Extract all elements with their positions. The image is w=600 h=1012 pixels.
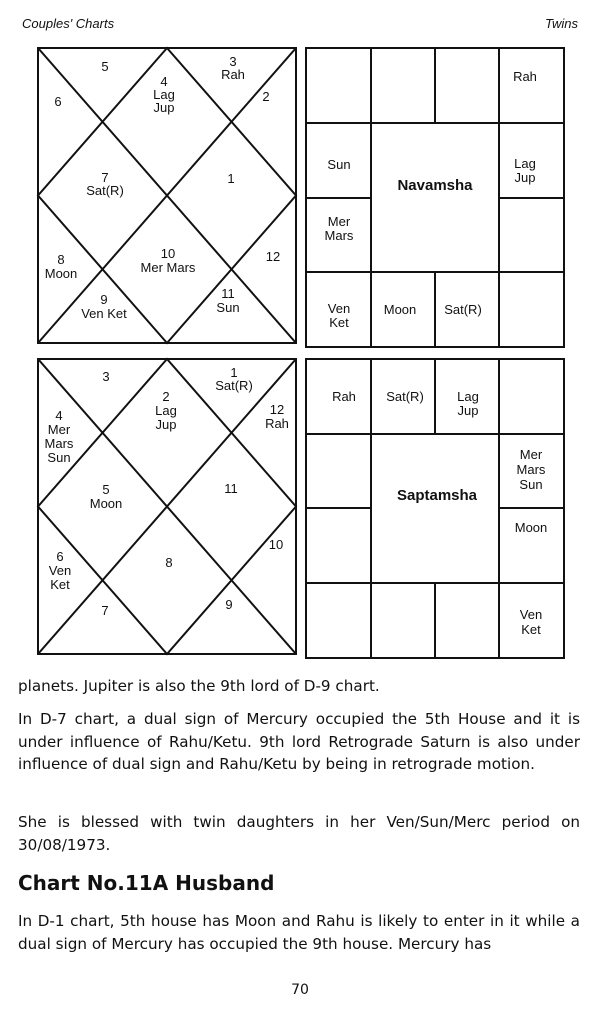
cell-6: Lag Jup (514, 156, 536, 185)
house-7: 7 Sat(R) (86, 170, 124, 198)
cell-4: Rah (513, 69, 537, 84)
house-2: 2 Lag Jup (155, 389, 177, 432)
house-3: 3 (102, 369, 110, 384)
house-2: 2 (262, 89, 270, 104)
navamsha-north-labels (45, 54, 281, 321)
cell-5: Sun (327, 157, 351, 172)
house-5: 5 Moon (89, 482, 123, 511)
paragraph-3: She is blessed with twin daughters in her Ven/Sun/Merc period on 30/08/1973. (18, 813, 580, 854)
house-3: 3 Rah (221, 54, 245, 82)
navamsha-south-labels (325, 69, 537, 330)
page-number: 70 (291, 982, 309, 998)
house-9: 9 (225, 597, 233, 612)
house-12: 12 (265, 249, 281, 264)
paragraph-1: planets. Jupiter is also the 9th lord of D-9 chart. (18, 677, 380, 695)
house-11: 11 (224, 481, 238, 496)
cell-10: Moon (383, 302, 417, 317)
house-10: 10 (268, 537, 284, 552)
house-12: 12 Rah (265, 402, 289, 431)
cell-9: Ven Ket (327, 301, 351, 330)
house-6: 6 (54, 94, 62, 109)
house-8: 8 (165, 555, 173, 570)
house-4: 4 Lag Jup (153, 74, 175, 115)
cell-3: Lag Jup (457, 389, 479, 418)
house-4: 4 Mer Mars Sun (44, 408, 74, 465)
house-5: 5 (101, 59, 109, 74)
paragraph-4: In D-1 chart, 5th house has Moon and Rahu is likely to enter in it while a dual sign of Mercury has occupied the 9th house. Mercury has (18, 912, 580, 953)
saptamsha-south-labels (332, 389, 547, 637)
cell-8: Moon (514, 520, 548, 535)
running-header-left: Couples' Charts (22, 16, 115, 31)
house-1: 1 Sat(R) (215, 365, 253, 393)
cell-1: Rah (332, 389, 356, 404)
house-9: 9 Ven Ket (81, 292, 127, 321)
cell-6: Mer Mars Sun (516, 447, 546, 492)
house-1: 1 (227, 171, 235, 186)
cell-12: Ven Ket (519, 607, 543, 637)
running-header-right: Twins (545, 16, 578, 31)
cell-11: Sat(R) (444, 302, 482, 317)
house-11: 11 Sun (216, 286, 240, 315)
house-10: 10 Mer Mars (140, 246, 196, 275)
section-heading: Chart No.11A Husband (18, 871, 275, 895)
saptamsha-north-labels (45, 365, 289, 618)
chart-title-navamsha: Navamsha (397, 177, 473, 194)
house-6: 6 Ven Ket (48, 549, 72, 592)
house-7: 7 (101, 603, 109, 618)
cell-7: Mer Mars (324, 214, 354, 243)
house-8: 8 Moon (44, 252, 78, 281)
cell-2: Sat(R) (386, 389, 424, 404)
paragraph-2: In D-7 chart, a dual sign of Mercury occupied the 5th House and it is under influence of Rahu/Ketu. 9th lord Retrograde Saturn is also under influence of dual sign and Rahu/Ketu by being in retrograde motion. (18, 710, 580, 773)
chart-title-saptamsha: Saptamsha (396, 487, 478, 504)
